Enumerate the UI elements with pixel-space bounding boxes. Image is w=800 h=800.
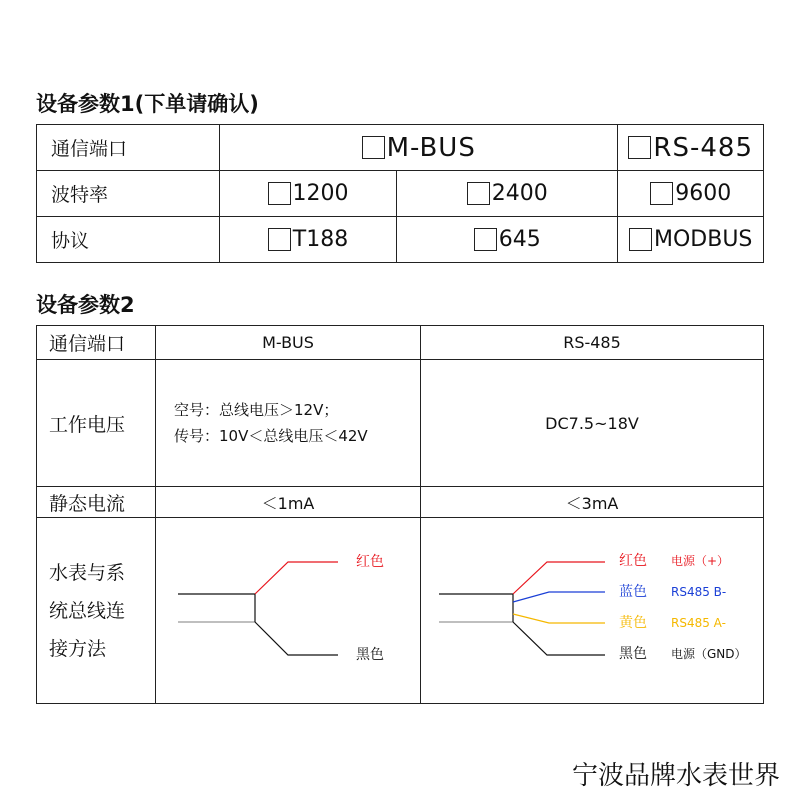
option-cell bbox=[220, 171, 397, 217]
yellow-wire-label: 黄色 bbox=[619, 615, 647, 631]
red-wire bbox=[513, 562, 605, 594]
option-label: 1200 bbox=[292, 181, 349, 206]
rs485-header: RS-485 bbox=[421, 326, 764, 360]
mbus-voltage-line: 传号：10V＜总线电压＜42V bbox=[174, 427, 368, 445]
blue-wire bbox=[513, 592, 605, 602]
red-wire bbox=[255, 562, 338, 594]
option-cell bbox=[220, 217, 397, 263]
checkbox[interactable] bbox=[268, 228, 291, 251]
option-cell bbox=[220, 125, 618, 171]
connection-label-line: 水表与系 bbox=[49, 561, 126, 584]
row-label: 协议 bbox=[37, 217, 220, 263]
table-row bbox=[37, 326, 764, 360]
section1-title: 设备参数1(下单请确认) bbox=[36, 92, 259, 116]
rs485-wiring-diagram bbox=[421, 518, 763, 703]
option-cell bbox=[618, 125, 764, 171]
blue-wire-desc: RS485 B- bbox=[671, 585, 727, 599]
checkbox[interactable] bbox=[650, 182, 673, 205]
yellow-wire-desc: RS485 A- bbox=[671, 616, 726, 630]
table-row bbox=[37, 487, 764, 518]
device-params-table-1 bbox=[36, 124, 764, 263]
option-label: T188 bbox=[292, 227, 349, 252]
black-wire-label: 黑色 bbox=[619, 646, 647, 662]
option-cell bbox=[618, 171, 764, 217]
checkbox[interactable] bbox=[268, 182, 291, 205]
red-wire-label: 红色 bbox=[619, 553, 647, 569]
blue-wire-label: 蓝色 bbox=[619, 584, 647, 600]
row-label: 通信端口 bbox=[37, 326, 156, 360]
footer-watermark: 宁波品牌水表世界 bbox=[571, 761, 780, 791]
option-label: 645 bbox=[498, 227, 541, 252]
option-cell bbox=[397, 217, 618, 263]
checkbox[interactable] bbox=[628, 136, 651, 159]
mbus-voltage-cell bbox=[156, 360, 421, 487]
rs485-wiring-cell bbox=[421, 518, 764, 704]
checkbox[interactable] bbox=[474, 228, 497, 251]
table-row bbox=[37, 125, 764, 171]
row-label: 工作电压 bbox=[37, 360, 156, 487]
option-label: 2400 bbox=[491, 181, 548, 206]
option-label: MODBUS bbox=[654, 227, 753, 252]
section2-title: 设备参数2 bbox=[36, 293, 135, 317]
checkbox[interactable] bbox=[467, 182, 490, 205]
mbus-header: M-BUS bbox=[156, 326, 421, 360]
red-wire-desc: 电源（+） bbox=[671, 554, 730, 568]
red-wire-label: 红色 bbox=[356, 554, 384, 570]
mbus-voltage-line: 空号：总线电压＞12V； bbox=[174, 401, 339, 419]
black-wire-desc: 电源（GND） bbox=[671, 647, 747, 661]
black-wire-label: 黑色 bbox=[356, 647, 384, 663]
option-cell bbox=[618, 217, 764, 263]
checkbox[interactable] bbox=[362, 136, 385, 159]
checkbox[interactable] bbox=[629, 228, 652, 251]
table-row bbox=[37, 217, 764, 263]
connection-label-line: 统总线连 bbox=[49, 599, 126, 622]
connection-label-line: 接方法 bbox=[49, 637, 107, 660]
option-label: 9600 bbox=[675, 181, 732, 206]
rs485-voltage: DC7.5~18V bbox=[421, 360, 764, 487]
table-row bbox=[37, 171, 764, 217]
rs485-current: ＜3mA bbox=[421, 487, 764, 518]
row-label: 静态电流 bbox=[37, 487, 156, 518]
mbus-wiring-diagram bbox=[156, 518, 420, 703]
table-row bbox=[37, 518, 764, 704]
device-params-table-2 bbox=[36, 325, 764, 704]
option-label: RS-485 bbox=[653, 132, 753, 163]
mbus-wiring-cell bbox=[156, 518, 421, 704]
option-label: M-BUS bbox=[386, 132, 476, 163]
option-cell bbox=[397, 171, 618, 217]
black-wire bbox=[255, 622, 338, 655]
table-row bbox=[37, 360, 764, 487]
mbus-current: ＜1mA bbox=[156, 487, 421, 518]
yellow-wire bbox=[513, 614, 605, 623]
row-label: 波特率 bbox=[37, 171, 220, 217]
row-label bbox=[37, 518, 156, 704]
row-label: 通信端口 bbox=[37, 125, 220, 171]
black-wire bbox=[513, 622, 605, 655]
